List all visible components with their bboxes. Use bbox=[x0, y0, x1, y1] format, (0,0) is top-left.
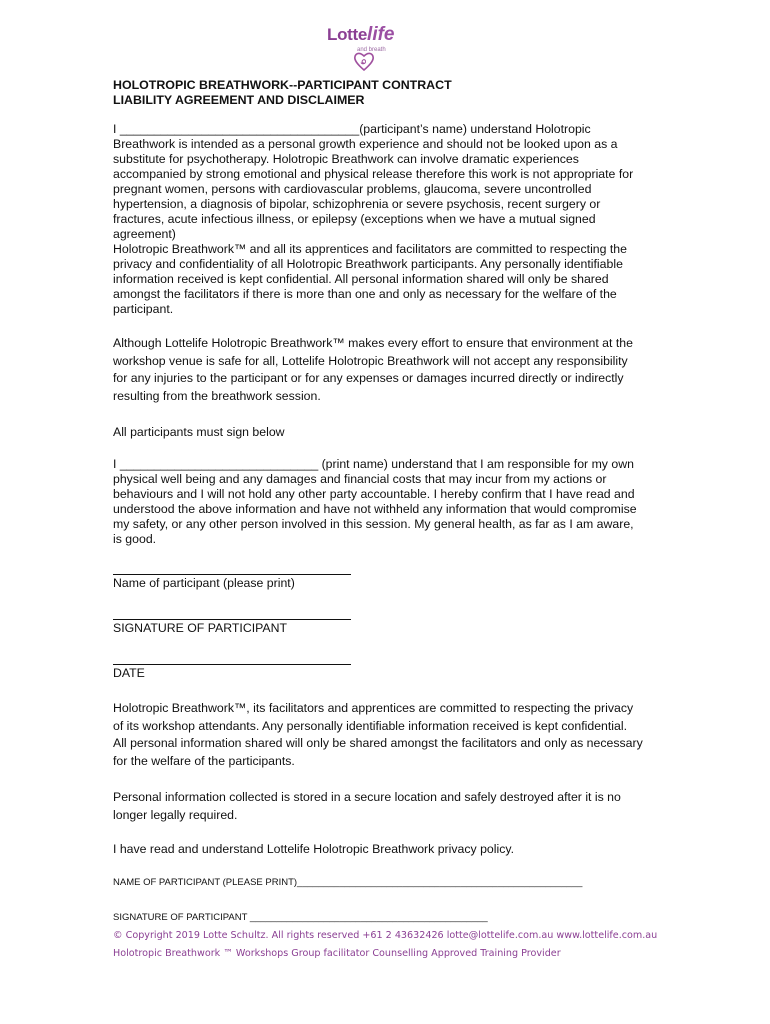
paragraph-line: Holotropic Breathwork™, its facilitators and apprentices are committed to respecting the privacy bbox=[113, 701, 634, 715]
document-title bbox=[113, 78, 452, 108]
privacy-signature-field[interactable]: SIGNATURE OF PARTICIPANT _____________________________________________ bbox=[113, 912, 488, 923]
paragraph-line: resulting from the breathwork session. bbox=[113, 388, 321, 403]
logo-word-life: life bbox=[367, 24, 395, 45]
paragraph-line: behaviours and I will not hold any other party accountable. I hereby confirm that I have read and bbox=[113, 487, 635, 501]
lottelife-logo bbox=[327, 22, 401, 78]
privacy-name-field[interactable]: NAME OF PARTICIPANT (PLEASE PRINT)______________________________________________________ bbox=[113, 877, 583, 888]
paragraph-line: pregnant women, persons with cardiovascular problems, glaucoma, severe uncontrolled bbox=[113, 182, 592, 196]
paragraph-line: All personal information shared will only be shared amongst the facilitators and only as necessary bbox=[113, 736, 643, 751]
paragraph-line: understood the above information and have not withheld any information that would compromise bbox=[113, 502, 637, 516]
participant-signature-label: SIGNATURE OF PARTICIPANT bbox=[113, 621, 287, 635]
paragraph-line: of its workshop attendants. Any personally identifiable information received is kept confidential. bbox=[113, 718, 628, 733]
declaration-paragraph bbox=[113, 457, 673, 547]
privacy-acknowledgement: I have read and understand Lottelife Holotropic Breathwork privacy policy. bbox=[113, 842, 515, 856]
paragraph-line: Although Lottelife Holotropic Breathwork™ makes every effort to ensure that environment at the bbox=[113, 336, 633, 350]
footer-provider: Holotropic Breathwork ™ Workshops Group facilitator Counselling Approved Training Provider bbox=[113, 948, 561, 959]
paragraph-line: my safety, or any other person involved in this session. My general health, as far as I am aware, bbox=[113, 517, 634, 531]
paragraph-line: amongst the facilitators if there is more than one and only as necessary for the welfare of the bbox=[113, 287, 617, 301]
liability-paragraph bbox=[113, 122, 673, 317]
paragraph-line: for the welfare of the participants. bbox=[113, 753, 295, 768]
paragraph-line: physical well being and any damages and financial costs that may incur from my actions or bbox=[113, 472, 607, 486]
paragraph-line: workshop venue is safe for all, Lottelife Holotropic Breathwork will not accept any responsibility bbox=[113, 353, 628, 368]
paragraph-line: privacy and confidentiality of all Holotropic Breathwork participants. Any personally identifiable bbox=[113, 257, 623, 271]
paragraph-line: is good. bbox=[113, 532, 157, 546]
paragraph-line: for any injuries to the participant or for any expenses or damages incurred directly or indirectly bbox=[113, 371, 624, 386]
paragraph-line: Holotropic Breathwork™ and all its apprentices and facilitators are committed to respecting the bbox=[113, 242, 627, 256]
participant-name-line[interactable] bbox=[113, 574, 351, 575]
logo-wordmark bbox=[327, 24, 395, 46]
paragraph-line: longer legally required. bbox=[113, 807, 238, 822]
paragraph-line: I ___________________________________(participant’s name) understand Holotropic bbox=[113, 122, 591, 136]
participant-name-label: Name of participant (please print) bbox=[113, 576, 295, 590]
paragraph-line: accompanied by strong emotional and physical release therefore this work is not appropriate for bbox=[113, 167, 634, 181]
paragraph-line: I _____________________________ (print name) understand that I am responsible for my own bbox=[113, 457, 634, 471]
date-line[interactable] bbox=[113, 664, 351, 665]
paragraph-line: information received is kept confidential. All personal information shared will only be shared bbox=[113, 272, 609, 286]
footer-copyright: © Copyright 2019 Lotte Schultz. All rights reserved +61 2 43632426 lotte@lottelife.com.au www.lottelife.com.au bbox=[113, 930, 658, 941]
logo-tagline: and breath bbox=[357, 47, 386, 53]
paragraph-line: Breathwork is intended as a personal growth experience and should not be looked upon as a bbox=[113, 137, 618, 151]
logo-word-lotte: Lotte bbox=[327, 25, 368, 44]
title-line-1: HOLOTROPIC BREATHWORK--PARTICIPANT CONTRACT bbox=[113, 78, 452, 92]
responsibility-paragraph bbox=[113, 335, 673, 405]
date-label: DATE bbox=[113, 666, 145, 680]
participant-signature-line[interactable] bbox=[113, 619, 351, 620]
paragraph-line: hypertension, a diagnosis of bipolar, schizophrenia or severe psychosis, recent surgery or bbox=[113, 197, 601, 211]
sign-below-text: All participants must sign below bbox=[113, 425, 285, 439]
paragraph-line: agreement) bbox=[113, 227, 176, 241]
heart-spiral-icon bbox=[353, 50, 375, 72]
paragraph-line: Personal information collected is stored in a secure location and safely destroyed after it is no bbox=[113, 790, 621, 804]
paragraph-line: substitute for psychotherapy. Holotropic Breathwork can involve dramatic experiences bbox=[113, 152, 579, 166]
title-line-2: LIABILITY AGREEMENT AND DISCLAIMER bbox=[113, 93, 365, 107]
storage-paragraph bbox=[113, 789, 673, 824]
paragraph-line: fractures, acute infectious illness, or epilepsy (exceptions when we have a mutual signed bbox=[113, 212, 596, 226]
paragraph-line: participant. bbox=[113, 302, 174, 316]
privacy-paragraph bbox=[113, 700, 673, 770]
